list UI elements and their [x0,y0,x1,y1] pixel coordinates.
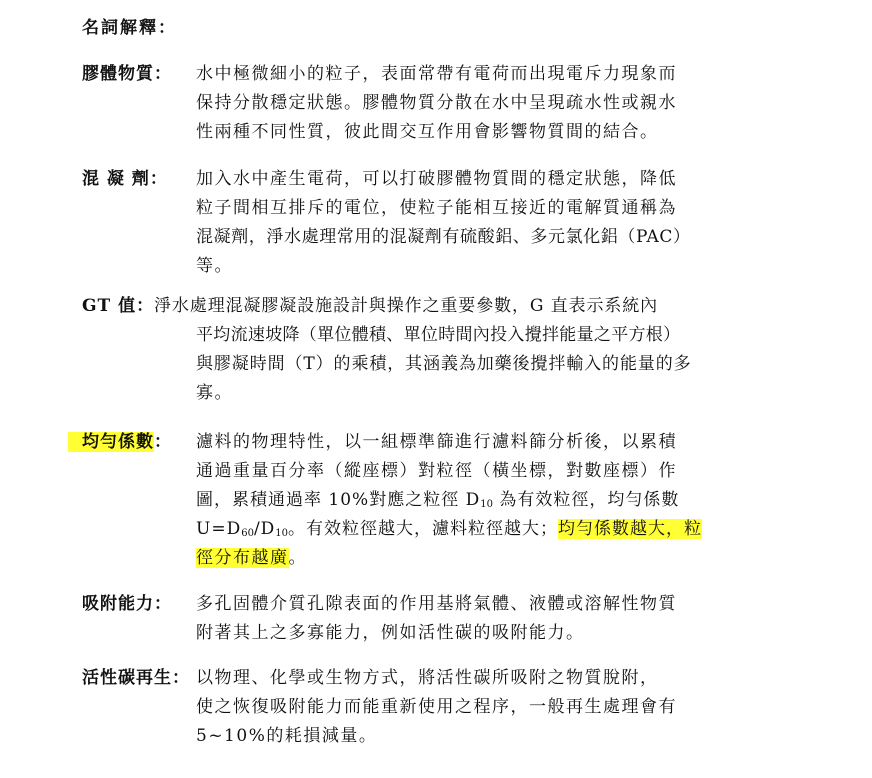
definition-line: 加入水中產生電荷，可以打破膠體物質間的穩定狀態，降低 [196,169,677,189]
subscript: 60 [241,528,254,539]
term-label: 混 凝 劑： [82,169,168,189]
definition-line: 寡。 [196,383,233,403]
definition-line: 使之恢復吸附能力而能重新使用之程序，一般再生處理會有 [196,697,677,717]
definition-line: 多孔固體介質孔隙表面的作用基將氣體、液體或溶解性物質 [196,594,677,614]
line-text: /D [253,519,276,539]
definition-line: 混凝劑，淨水處理常用的混凝劑有硫酸鋁、多元氯化鋁（PAC） [196,227,691,247]
highlighted-text: 均勻係數越大，粒 [558,519,703,539]
term-label: 膠體物質： [82,64,172,84]
page-title: 名詞解釋： [82,18,177,38]
term-label: 活性碳再生： [82,668,190,688]
definition-line: 淨水處理混凝膠凝設施設計與操作之重要參數，G 直表示系統內 [154,296,659,316]
line-text: 圖，累積通過率 10%對應之粒徑 D [196,490,481,510]
term-label: GT 值： [82,296,155,316]
definition-line: 粒子間相互排斥的電位，使粒子能相互接近的電解質通稱為 [196,198,677,218]
definition-line: 濾料的物理特性，以一組標準篩進行濾料篩分析後，以累積 [196,432,677,452]
definition-line: 以物理、化學或生物方式，將活性碳所吸附之物質脫附， [196,668,659,688]
definition-line: 附著其上之多寡能力，例如活性碳的吸附能力。 [196,623,585,643]
definition-line: 水中極微細小的粒子，表面常帶有電荷而出現電斥力現象而 [196,64,677,84]
definition-line: 5~10%的耗損減量。 [196,726,378,746]
term-highlight: 均勻係數 [68,432,154,452]
line-text: 。 [288,548,307,568]
definition-line [196,544,307,572]
line-text: U=D [196,519,242,539]
subscript: 10 [480,499,493,510]
term-label [82,428,172,456]
definition-line: 與膠凝時間（T）的乘積，其涵義為加藥後攪拌輸入的能量的多 [196,354,692,374]
term-colon: ： [154,432,172,452]
definition-line: 通過重量百分率（縱座標）對粒徑（橫坐標，對數座標）作 [196,461,677,481]
definition-line: 平均流速坡降（單位體積、單位時間內投入攪拌能量之平方根） [196,325,681,345]
definition-line: 保持分散穩定狀態。膠體物質分散在水中呈現疏水性或親水 [196,93,677,113]
line-text: 為有效粒徑，均勻係數 [492,490,680,510]
highlighted-text: 徑分布越廣 [196,548,289,568]
term-label: 吸附能力： [82,594,172,614]
definition-line: 等。 [196,256,233,276]
subscript: 10 [275,528,289,539]
line-text: 。有效粒徑越大，濾料粒徑越大； [288,519,559,539]
definition-line: 性兩種不同性質，彼此間交互作用會影響物質間的結合。 [196,122,659,142]
